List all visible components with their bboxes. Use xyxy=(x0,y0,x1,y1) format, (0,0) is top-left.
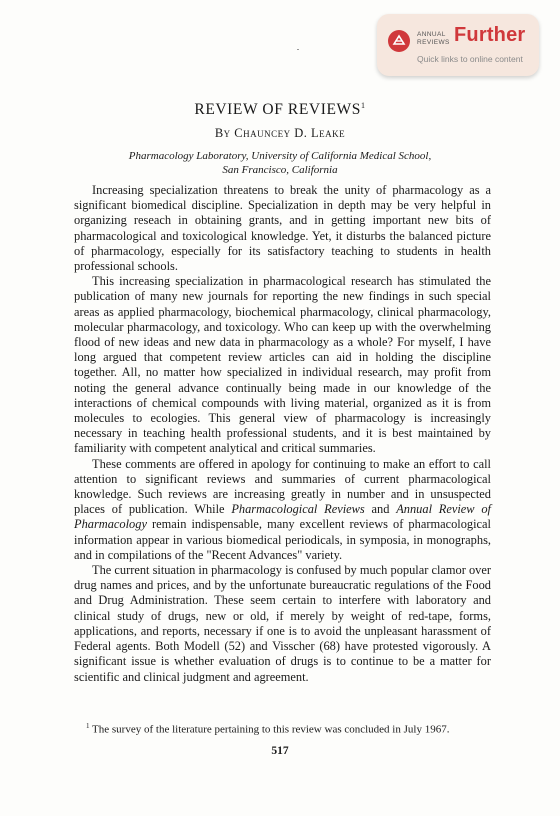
badge-quick-links-label: Quick links to online content xyxy=(417,54,523,64)
article-body xyxy=(74,183,491,685)
body-paragraph: This increasing specialization in pharmacological research has stimulated the publication of many new journals for reporting the new findings in such special areas as applied pharmacology, biochemical pharmacology, clinical pharmacology, molecular pharmacology, and toxicology. Who can keep up with the overwhelming flood of new ideas and new data in pharmacology as a whole? For myself, I have long argued that competent review articles can aid in holding the discipline together. All, no matter how specialized in individual research, may profit from noting the general advance continually being made in our knowledge of the interactions of chemical compounds with living material, organized as it is from molecules to ecologies. This general view of pharmacology is increasingly necessary in teaching health professional students, and it is best maintained by familiarity with competent analytical and critical summaries. xyxy=(74,274,491,456)
article-title: REVIEW OF REVIEWS$^1$ xyxy=(194,101,366,118)
journal-title: Annual Review of Pharmacology xyxy=(74,502,491,532)
title-footnote-mark[interactable]: 1 xyxy=(361,101,366,110)
page-number: 517 xyxy=(271,745,289,757)
article-author: By Chauncey D. Leake xyxy=(214,126,346,140)
annual-reviews-logo-icon xyxy=(388,30,410,52)
annual-reviews-further-badge[interactable] xyxy=(377,14,539,76)
print-speck xyxy=(297,49,299,50)
body-paragraph: Increasing specialization threatens to break the unity of pharmacology as a significant biomedical discipline. Specialization in depth may be very helpful in organizing reseach in obtaining grants, and in getting important new bits of pharmacological and toxicological knowledge. Yet, it disturbs the balanced picture of pharmacology, especially for its satisfactory teaching to students in health professional schools. xyxy=(74,183,491,274)
badge-further-label: Further xyxy=(454,24,526,46)
badge-annual-reviews-label: ANNUAL REVIEWS xyxy=(417,31,450,46)
body-paragraph: These comments are offered in apology for continuing to make an effort to call attention to significant reviews and summaries of current pharmacological knowledge. Such reviews are increasing greatly in number and in unsuspected places of publication. While Pharmacological Reviews and Annual Review of Pharmacology remain indispensable, many excellent reviews of pharmacological information appear in various biomedical periodicals, in symposia, in monographs, and in compilations of the "Recent Advances" variety. xyxy=(74,456,491,562)
journal-title: Pharmacological Reviews xyxy=(231,502,365,517)
body-paragraph: The current situation in pharmacology is confused by much popular clamor over drug names and prices, and by the unfortunate bureaucratic regulations of the Food and Drug Administration. These seem certain to interfere with laboratory and clinical study of drugs, new or old, if merely by weight of red-tape, forms, applications, and reports, necessary if one is to avoid the unpleasant harassment of Federal agents. Both Modell (52) and Visscher (68) have protested vigorously. A significant issue is whether evaluation of drugs is to continue to be a matter for scientific and clinical judgment and agreement. xyxy=(74,563,491,684)
author-affiliation: Pharmacology Laboratory, University of California Medical School, San Francisco, California xyxy=(128,150,432,176)
footnote: $^1$ The survey of the literature pertaining to this review was concluded in July 1967. xyxy=(86,722,450,736)
